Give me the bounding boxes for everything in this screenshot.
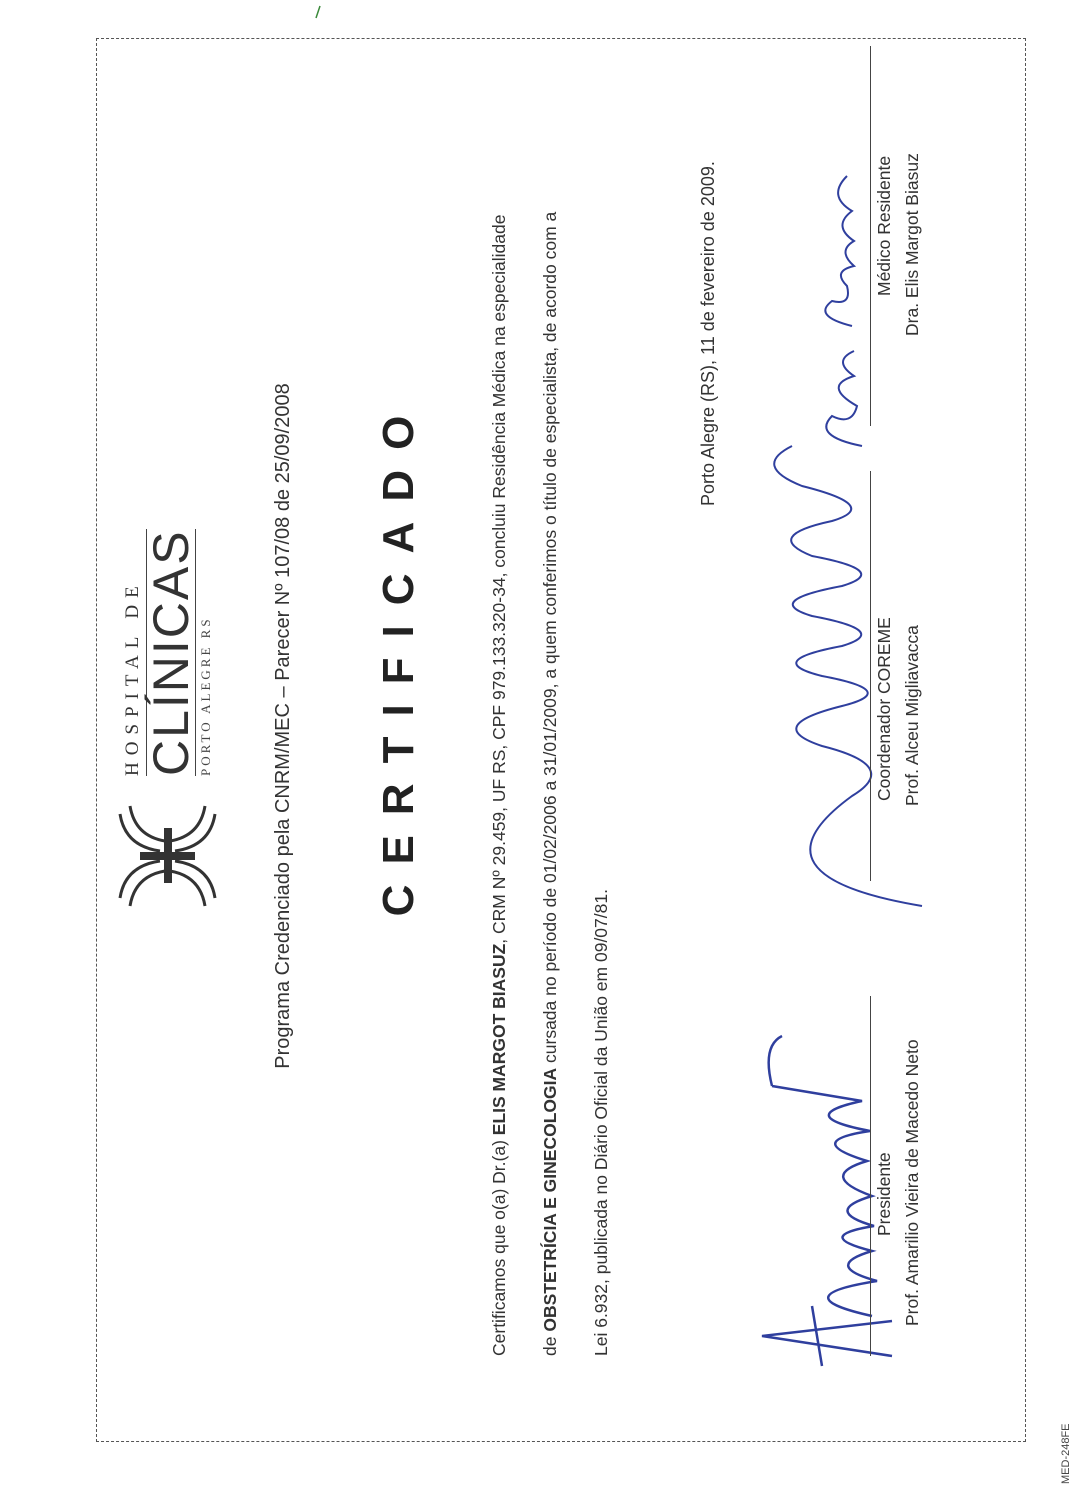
form-code (1060, 1394, 1078, 1484)
graduate-name: ELIS MARGOT BIASUZ (489, 943, 509, 1136)
signature-name: Dra. Elis Margot Biasuz (902, 153, 922, 336)
issue-date: Porto Alegre (RS), 11 de fevereiro de 2009. (698, 161, 718, 506)
signature-line (870, 471, 871, 881)
signature-name: Prof. Alceu Migliavacca (902, 625, 922, 806)
body-line-3: Lei 6.932, publicada no Diário Oficial da União em 09/07/81. (591, 889, 611, 1356)
hospital-logo (110, 529, 230, 916)
certificate-body (474, 126, 627, 1356)
form-code-text: MED-248FE (1060, 1423, 1072, 1484)
signature-name: Prof. Amarilio Vieira de Macedo Neto (902, 1039, 922, 1326)
signature-resident (792, 156, 882, 456)
logo-line3: PORTO ALEGRE RS (198, 616, 213, 776)
hospital-name (122, 529, 214, 776)
body-line-2 (525, 126, 576, 1356)
ink-mark (312, 2, 332, 22)
body-line-1 (474, 126, 525, 1356)
signature-line (870, 996, 871, 1356)
specialty-name: OBSTETRÍCIA E GINECOLOGIA (540, 1067, 560, 1332)
page-title: CERTIFICADO (374, 395, 423, 917)
body-text: , CRM Nº 29.459, UF RS, CPF 979.133.320-34, concluiu Residência Médica na especialidade (489, 214, 509, 944)
hospital-emblem-icon (110, 796, 225, 916)
signature-president (702, 996, 902, 1376)
body-text: cursada no período de 01/02/2006 a 31/01/2009, a quem conferimos o título de especialista, de acordo com a (540, 211, 560, 1068)
body-text: de (540, 1331, 560, 1356)
certificate-content (102, 46, 1020, 1436)
program-accreditation: Programa Credenciado pela CNRM/MEC – Parecer Nº 107/08 de 25/09/2008 (272, 383, 294, 1069)
signature-role: Presidente (874, 1152, 894, 1236)
signature-role: Médico Residente (874, 155, 894, 296)
signature-role: Coordenador COREME (874, 617, 894, 801)
body-text: Certificamos que o(a) Dr.(a) (489, 1135, 509, 1356)
logo-line1: HOSPITAL DE (122, 579, 143, 776)
logo-line2: CLÍNICAS (143, 529, 199, 776)
signature-line (870, 46, 871, 426)
